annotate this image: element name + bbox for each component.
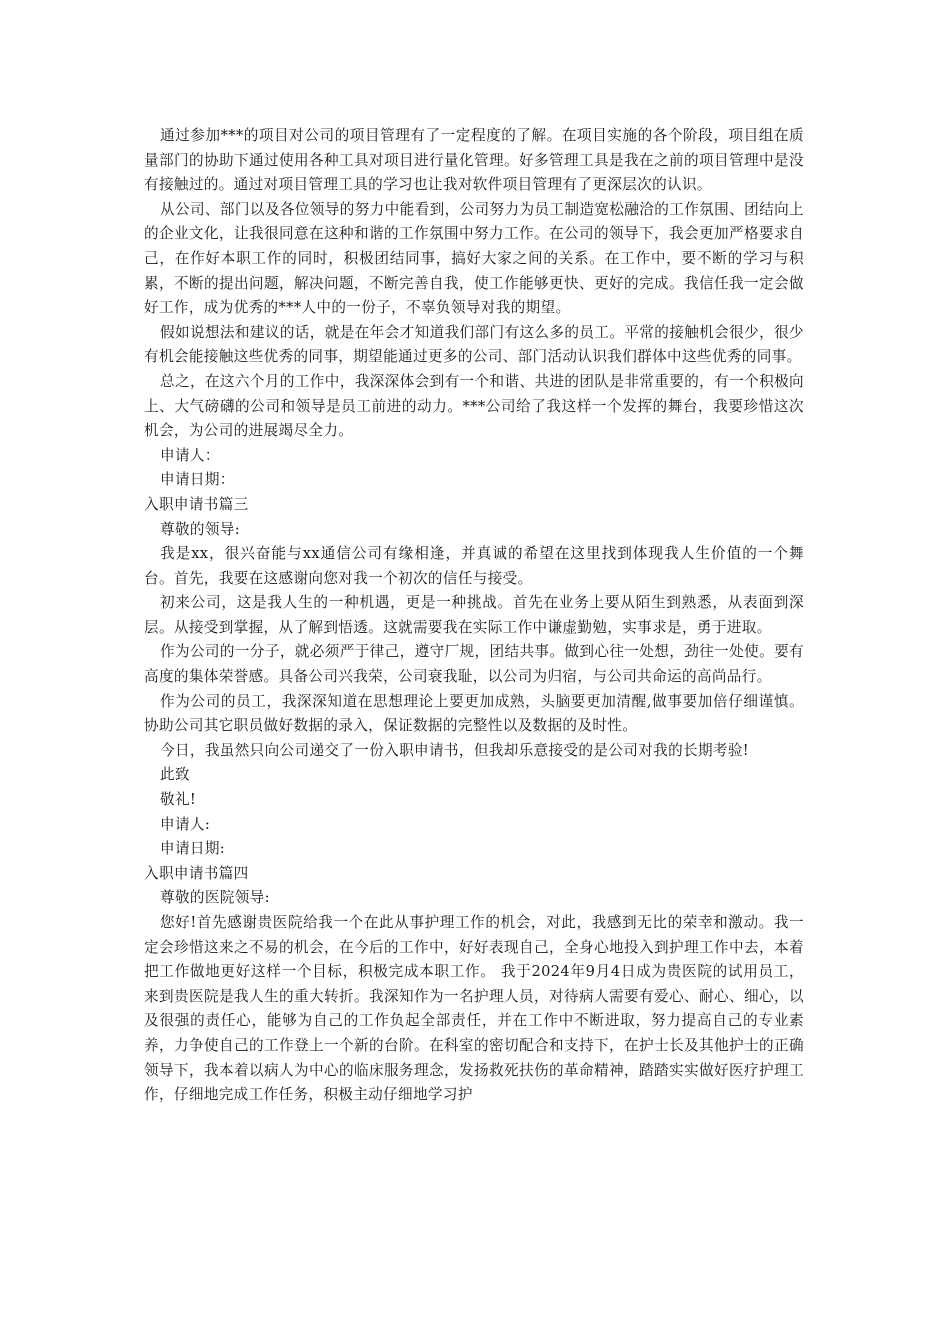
paragraph: 申请人： bbox=[160, 446, 220, 464]
paragraph: 申请日期: bbox=[160, 840, 226, 858]
paragraph: 从公司、部门以及各位领导的努力中能看到，公司努力为员工制造宽松融洽的工作氛围、团结向上的企业文化，让我很同意在这种和谐的工作氛围中努力工作。在公司的领导下，我会更加严格要求自己，在作好本职工作的同时，积极团结同事，搞好大家之间的关系。在工作中，要不断的学习与积累，不断的提出问题，解决问题，不断完善自我，使工作能够更快、更好的完成。我信任我一定会做好工作，成为优秀的***人中的一份子，不辜负领导对我的期望。 bbox=[144, 200, 804, 317]
paragraph: 此致 bbox=[160, 766, 190, 784]
paragraph: 总之，在这六个月的工作中，我深深体会到有一个和谐、共进的团队是非常重要的，有一个积极向上、大气磅礴的公司和领导是员工前进的动力。***公司给了我这样一个发挥的舞台，我要珍惜这次机会，为公司的进展竭尽全力。 bbox=[144, 372, 804, 440]
paragraph: 初来公司，这是我人生的一种机遇，更是一种挑战。首先在业务上要从陌生到熟悉，从表面到深层。从接受到掌握，从了解到悟透。这就需要我在实际工作中谦虚勤勉，实事求是，勇于进取。 bbox=[144, 594, 804, 636]
section-heading: 入职申请书篇三 bbox=[144, 495, 249, 513]
paragraph: 我是xx，很兴奋能与xx通信公司有缘相逢，并真诚的希望在这里找到体现我人生价值的一个舞台。首先，我要在这感谢向您对我一个初次的信任与接受。 bbox=[144, 545, 804, 587]
paragraph: 申请人: bbox=[160, 815, 211, 833]
paragraph: 敬礼! bbox=[160, 791, 197, 809]
paragraph: 您好!首先感谢贵医院给我一个在此从事护理工作的机会，对此，我感到无比的荣幸和激动。我一定会珍惜这来之不易的机会，在今后的工作中，好好表现自己，全身心地投入到护理工作中去，本着把工作做地更好这样一个目标，积极完成本职工作。 我于2024年9月4日成为贵医院的试用员工，来到贵医院是我人生的重大转折。我深知作为一名护理人员，对待病人需要有爱心、耐心、细心，以及很强的责任心，能够为自己的工作负起全部责任，并在工作中不断进取，努力提高自己的专业素养，力争使自己的工作登上一个新的台阶。在科室的密切配合和支持下，在护士长及其他护士的正确领导下，我本着以病人为中心的临床服务理念，发扬救死扶伤的革命精神，踏踏实实做好医疗护理工作，仔细地完成工作任务，积极主动仔细地学习护 bbox=[144, 914, 804, 1104]
paragraph: 尊敬的领导: bbox=[160, 520, 240, 538]
paragraph: 尊敬的医院领导: bbox=[160, 889, 270, 907]
paragraph: 作为公司的员工，我深深知道在思想理论上要更加成熟，头脑要更加清醒,做事要加倍仔细谨慎。协助公司其它职员做好数据的录入，保证数据的完整性以及数据的及时性。 bbox=[144, 692, 804, 735]
paragraph: 今日，我虽然只向公司递交了一份入职申请书，但我却乐意接受的是公司对我的长期考验! bbox=[160, 741, 750, 759]
paragraph: 申请日期： bbox=[160, 471, 235, 489]
paragraph: 假如说想法和建议的话，就是在年会才知道我们部门有这么多的员工。平常的接触机会很少，很少有机会能接触这些优秀的同事，期望能通过更多的公司、部门活动认识我们群体中这些优秀的同事。 bbox=[144, 323, 804, 366]
paragraph: 通过参加***的项目对公司的项目管理有了一定程度的了解。在项目实施的各个阶段，项目组在质量部门的协助下通过使用各种工具对项目进行量化管理。好多管理工具是我在之前的项目管理中是没有接触过的。通过对项目管理工具的学习也让我对软件项目管理有了更深层次的认识。 bbox=[144, 127, 804, 194]
document-body bbox=[144, 124, 804, 1108]
section-heading: 入职申请书篇四 bbox=[144, 864, 249, 882]
paragraph: 作为公司的一分子，就必须严于律己，遵守厂规，团结共事。做到心往一处想，劲往一处使。要有高度的集体荣誉感。具备公司兴我荣，公司衰我耻，以公司为归宿，与公司共命运的高尚品行。 bbox=[144, 643, 804, 686]
